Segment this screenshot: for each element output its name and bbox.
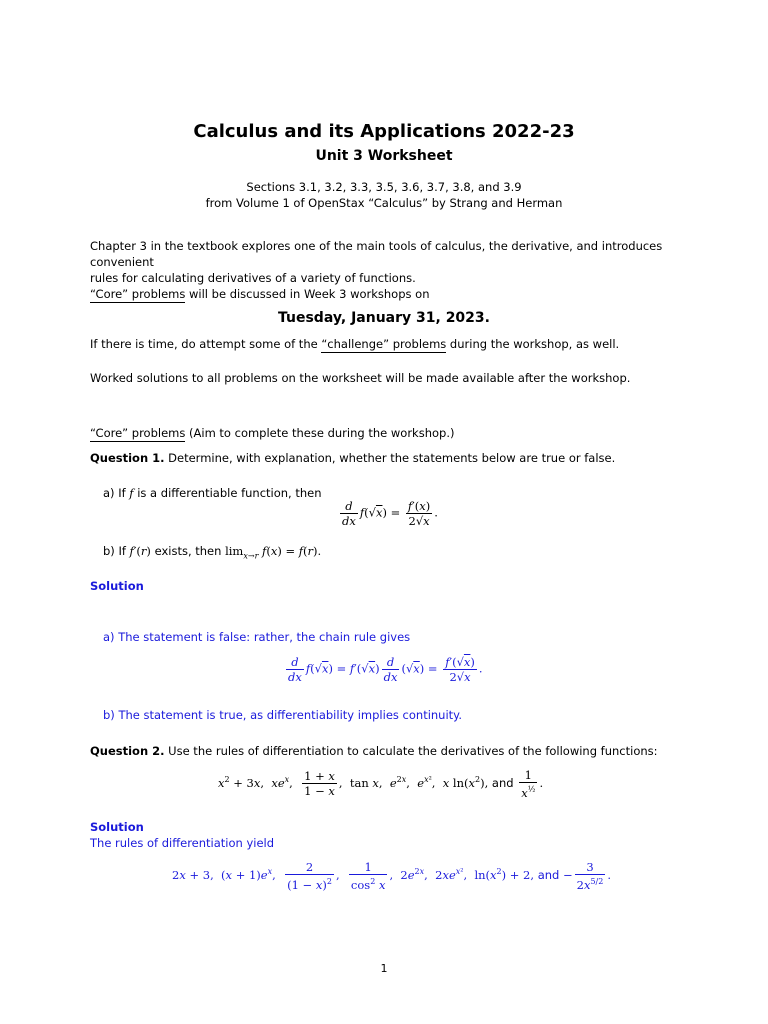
- challenge-line: [90, 336, 619, 352]
- question-1: [90, 450, 615, 466]
- q2-solution-text: The rules of differentiation yield: [90, 836, 275, 850]
- q2-sol-and: and: [537, 867, 560, 882]
- q1-solution-equation: $\frac{d}{dx}$ f(√x) = f′(√x) $\frac{d}{dx}$ (√x) = $\frac{f'(√x)}{2√x}$ .: [288, 655, 483, 684]
- q2-solution-label: Solution: [90, 820, 144, 834]
- q1-b-mid: exists, then: [150, 544, 226, 558]
- core-section-note: (Aim to complete these during the workshop.): [185, 426, 455, 440]
- q2-and: and: [491, 775, 514, 790]
- workshop-date: Tuesday, January 31, 2023.: [278, 310, 490, 326]
- q1-part-a: [103, 485, 322, 501]
- q1-a-post: is a differentiable function, then: [133, 486, 322, 500]
- q1-part-b: b) If f′(r) exists, then $\lim_{x\to r} f(x) = f(r)$.: [103, 544, 322, 561]
- document-title: Calculus and its Applications 2022-23: [193, 121, 575, 142]
- intro-line-2: rules for calculating derivatives of a variety of functions.: [90, 271, 416, 285]
- question-2-text: Use the rules of differentiation to calculate the derivatives of the following functions:: [168, 744, 658, 758]
- q1-a-pre: a) If: [103, 486, 130, 500]
- intro-line-1: Chapter 3 in the textbook explores one of the main tools of calculus, the derivative, and introduces convenient: [90, 239, 663, 269]
- q1-solution-b: b) The statement is true, as differentiability implies continuity.: [103, 708, 462, 722]
- q1-a-equation: $\frac{d}{dx}$ f(√x) = $\frac{f'(x)}{2√x}$ .: [342, 499, 438, 528]
- page-number: 1: [380, 962, 388, 975]
- q1-a-f: f: [129, 486, 134, 500]
- q2-solution-derivatives: 2x + 3, $(x + 1)e^x$, $\frac{2}{(1 - x)^2}$ , $\frac{1}{\cos^2 x}$ , $2e^{2x}$, $2xe^{x^2}$, $\ln(x^2) + 2$, and − $\frac{3}{2x^{5/2}}$ .: [172, 860, 611, 892]
- question-2-label: Question 2.: [90, 744, 165, 758]
- q2-functions: $x^2 + 3x$, $xe^x$, $\frac{1 + x}{1 - x}$ , tan x, $e^{2x}$, $e^{x^2}$, x $\ln(x^2)$, and $\frac{1}{x^{\frac{1}{2}}}$ .: [218, 768, 544, 800]
- worked-solutions-line: Worked solutions to all problems on the worksheet will be made available after the workshop.: [90, 371, 631, 385]
- question-2: [90, 743, 658, 759]
- challenge-post: during the workshop, as well.: [446, 337, 620, 351]
- q1-solution-a: a) The statement is false: rather, the chain rule gives: [103, 630, 411, 644]
- question-1-text: Determine, with explanation, whether the statements below are true or false.: [168, 451, 616, 465]
- q1-b-pre: b) If: [103, 544, 130, 558]
- document-subtitle: Unit 3 Worksheet: [315, 148, 453, 164]
- question-1-label: Question 1.: [90, 451, 165, 465]
- q1-solution-label: Solution: [90, 579, 144, 593]
- core-workshop-text: will be discussed in Week 3 workshops on: [185, 287, 430, 301]
- intro-paragraph: [90, 238, 690, 286]
- core-problems-label: “Core” problems: [90, 287, 186, 301]
- core-section-heading: [90, 425, 454, 441]
- core-workshop-line: [90, 286, 430, 302]
- sections-line: Sections 3.1, 3.2, 3.3, 3.5, 3.6, 3.7, 3.8, and 3.9: [246, 180, 522, 194]
- challenge-pre: If there is time, do attempt some of the: [90, 337, 322, 351]
- core-section-label: “Core” problems: [90, 426, 186, 440]
- source-line: from Volume 1 of OpenStax “Calculus” by Strang and Herman: [205, 196, 563, 210]
- challenge-problems-label: “challenge” problems: [321, 337, 447, 351]
